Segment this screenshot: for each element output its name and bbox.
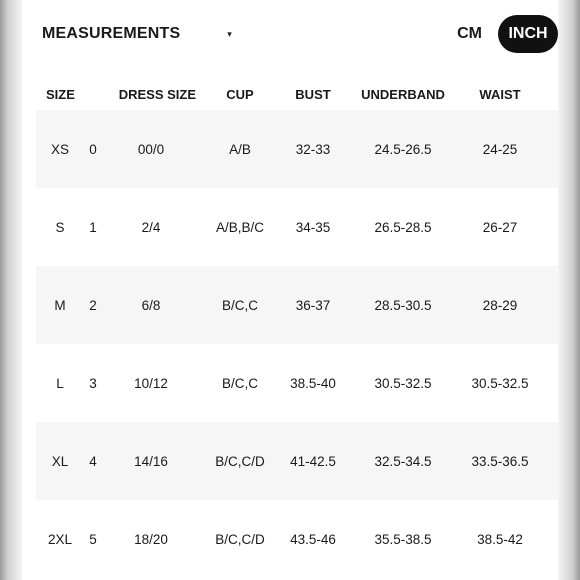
cell-cup: A/B,B/C [215,219,264,235]
unit-cm-button[interactable]: CM [457,25,482,42]
column-header-bust: BUST [295,86,331,102]
cell-dress-size: 2/4 [141,219,161,235]
cell-bust: 41-42.5 [290,453,336,469]
table-row [36,500,558,578]
table-row [36,110,558,188]
cell-size: XS [50,141,69,157]
cell-size-number: 3 [89,375,97,391]
cell-size-number: 1 [89,219,97,235]
cell-size: XL [51,453,69,469]
left-edge-shadow [0,0,22,580]
cell-underband: 30.5-32.5 [374,375,432,391]
cell-dress-size: 6/8 [141,297,161,313]
cell-waist: 30.5-32.5 [471,375,529,391]
cell-dress-size: 10/12 [134,375,168,391]
cell-bust: 36-37 [295,297,331,313]
cell-dress-size: 14/16 [134,453,168,469]
cell-underband: 35.5-38.5 [374,531,432,547]
cell-waist: 33.5-36.5 [471,453,529,469]
cell-waist: 28-29 [482,297,518,313]
chevron-down-icon: ▾ [227,28,232,39]
table-row [36,344,558,422]
cell-cup: B/C,C/D [215,453,265,469]
cell-size: 2XL [47,531,73,547]
cell-underband: 32.5-34.5 [374,453,432,469]
cell-bust: 34-35 [295,219,331,235]
size-chart-panel [22,0,558,580]
cell-bust: 43.5-46 [290,531,336,547]
cell-waist: 26-27 [482,219,518,235]
cell-size: S [55,219,65,235]
top-bar [42,14,558,54]
cell-waist: 38.5-42 [477,531,523,547]
cell-size: L [56,375,64,391]
cell-size: M [54,297,66,313]
table-header-row [36,78,558,110]
size-table [36,78,558,578]
table-row [36,422,558,500]
cell-cup: A/B [229,141,251,157]
cell-bust: 32-33 [295,141,331,157]
cell-cup: B/C,C/D [215,531,265,547]
measurements-dropdown[interactable] [42,25,232,43]
cell-dress-size: 18/20 [134,531,168,547]
cell-size-number: 4 [89,453,97,469]
column-header-waist: WAIST [479,86,521,102]
measurements-label: MEASUREMENTS [42,25,181,42]
right-edge-shadow [558,0,580,580]
cell-cup: B/C,C [221,375,258,391]
column-header-size: SIZE [46,86,75,102]
cell-size-number: 0 [89,141,97,157]
cell-underband: 26.5-28.5 [374,219,432,235]
unit-inch-button[interactable]: INCH [498,15,558,53]
cell-underband: 28.5-30.5 [374,297,432,313]
table-row [36,266,558,344]
cell-size-number: 5 [89,531,97,547]
cell-cup: B/C,C [221,297,258,313]
cell-size-number: 2 [89,297,97,313]
column-header-cup: CUP [226,86,254,102]
cell-bust: 38.5-40 [290,375,336,391]
cell-waist: 24-25 [482,141,518,157]
unit-toggle [457,15,558,53]
column-header-dress-size: DRESS SIZE [118,86,196,102]
table-row [36,188,558,266]
cell-underband: 24.5-26.5 [374,141,432,157]
column-header-underband: UNDERBAND [361,86,445,102]
cell-dress-size: 00/0 [137,141,165,157]
